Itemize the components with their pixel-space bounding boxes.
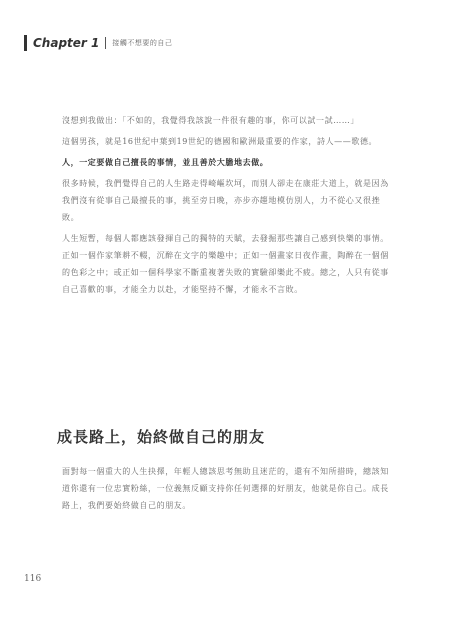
running-header <box>24 34 172 52</box>
page-number: 116 <box>24 574 42 584</box>
paragraph: 很多時候，我們覺得自己的人生路走得崎嶇坎坷，而別人卻走在康莊大道上，就是因為我們沒有從事自己最擅長的事，挑至旁日晚，亦步亦趨地模仿別人，力不從心又很挫敗。 <box>62 179 389 222</box>
chapter-subtitle: 接觸不想要的自己 <box>112 39 173 47</box>
header-separator <box>105 37 106 49</box>
chapter-label: Chapter 1 <box>33 36 100 50</box>
paragraph: 沒想到我做出：「不如的，我覺得我該說一件很有趣的事，你可以試一試……」 <box>62 116 359 125</box>
body-text <box>62 112 392 302</box>
paragraph: 面對每一個重大的人生抉擇，年輕人總該思考無助且迷茫的，還有不知所措時，總該知道你還有一位忠實粉絲，一位義無反顧支持你任何選擇的好朋友，他就是你自己。成長路上，我們要始終做自己的朋友。 <box>62 467 389 510</box>
emphasis-line: 人，一定要做自己擅長的事情，並且善於大膽地去做。 <box>62 158 269 167</box>
paragraph: 人生短暫，每個人都應該發揮自己的獨特的天賦，去發掘那些讓自己感到快樂的事情。正如一個作家筆耕不輟，沉醉在文字的樂趣中；正如一個畫家日夜作畫，陶醉在一個個的色彩之中；或正如一個科學家不斷重複著失敗的實驗卻樂此不疲。總之，人只有從事自己喜歡的事，才能全力以赴，才能堅持不懈，才能永不言敗。 <box>62 234 389 294</box>
section-heading: 成長路上，始終做自己的朋友 <box>57 428 266 446</box>
paragraph: 這個男孩，就是16世紀中葉到19世紀的德國和歐洲最重要的作家，詩人——歌德。 <box>62 137 378 146</box>
section-body <box>62 463 392 518</box>
header-bar <box>24 35 27 51</box>
